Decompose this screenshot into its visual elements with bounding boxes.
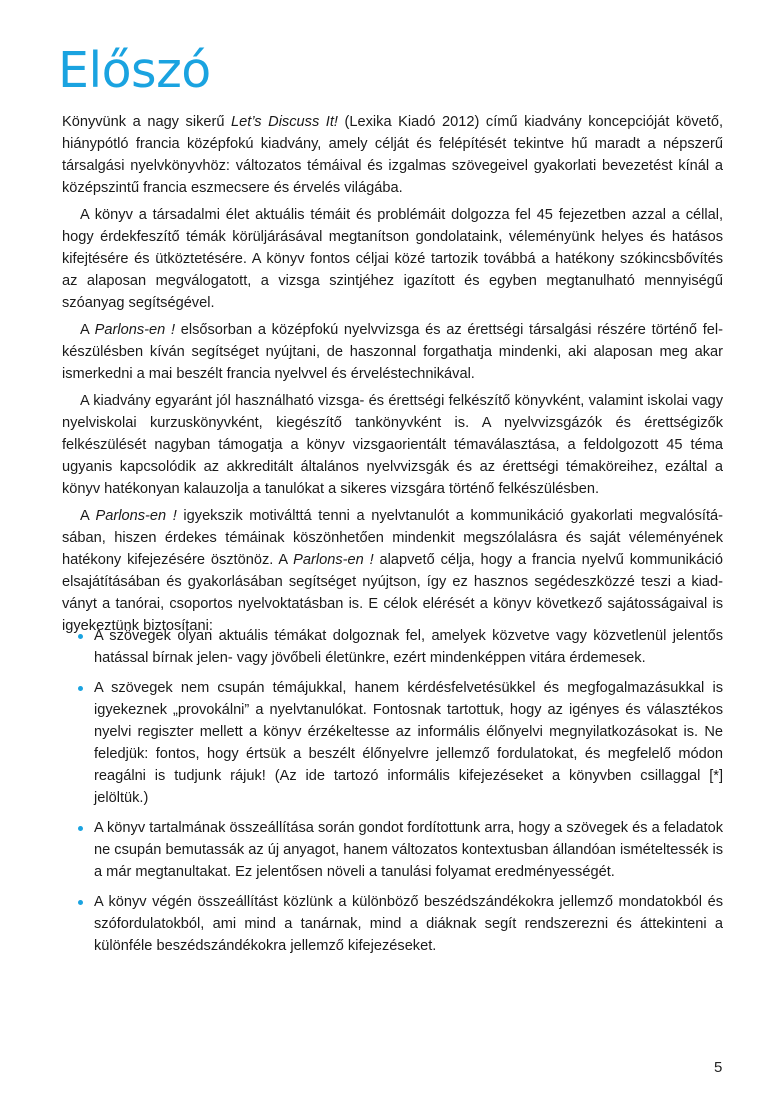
list-item bbox=[62, 817, 723, 883]
paragraph-text: A bbox=[80, 322, 95, 338]
list-item-text: A szövegek olyan aktuális témákat dolgoznak fel, amelyek közvetve vagy közvetlenül jelentős hatással bírnak jelen- vagy jövőbeli életünkre, ezért mindenképpen vitára érdemesek. bbox=[94, 628, 723, 666]
features-list bbox=[62, 625, 723, 965]
list-item-text: A könyv végén összeállítást közlünk a különböző beszédszándékokra jellemző mondatokból és szófordulatokból, ami mind a tanárnak, mind a diáknak segít rendszerezni és áttekinteni a különféle beszédszándékokra jellemző kifejezéseket. bbox=[94, 894, 723, 954]
paragraph-text: A könyv a társadalmi élet aktuális témáit és problémáit dolgozza fel 45 fejezetben azzal a céllal, hogy érdekfeszítő témák körüljárásával megtanítson gondolataink, véleményünk helyes és hatásos kifejtésére és ütköztetésére. A könyv fontos céljai közé tartozik továbbá a hatékony szókincsbővítés az alaposan megválogatott, a vizsga szintjéhez igazított és egyben megtanulható mennyiségű szóanyag segítségével. bbox=[62, 207, 723, 311]
list-item bbox=[62, 677, 723, 809]
list-item bbox=[62, 891, 723, 957]
bullet-icon bbox=[78, 900, 83, 905]
paragraph-text: igyekszik motiválttá tenni a nyelvtanulót a kommunikáció gyakorlati megvalósításában, hiszen érdekes témáinak köszönhetően mindenkit megszólalásra és saját véleményének hatékony kifejezésére ösztönöz. A bbox=[62, 508, 724, 568]
paragraph-2 bbox=[62, 204, 723, 314]
bullet-icon bbox=[78, 634, 83, 639]
page-title: Előszó bbox=[58, 42, 211, 99]
paragraph-3 bbox=[62, 319, 723, 385]
paragraph-1 bbox=[62, 111, 723, 199]
bullet-icon bbox=[78, 686, 83, 691]
list-item-text: A szövegek nem csupán témájukkal, hanem kérdésfelvetésükkel és megfogalmazásukkal is igyekeznek „provokálni” a nyelvtanulókat. Fontosnak tartottuk, hogy az igényes és választékos nyelvi regiszter mellett a könyv érzékeltesse az informális élőnyelvi megnyilatkozásokat is. Ne feledjük: fontos, hogy értsük a beszélt élőnyelvre jellemző fordulatokat, és megfelelő módon reagálni is tudjunk rájuk! (Az ide tartozó informális kifejezéseket a könyvben csillaggal [*] jelöltük.) bbox=[94, 680, 723, 806]
book-title-lets-discuss-it: Let’s Discuss It! bbox=[231, 114, 338, 130]
book-title-parlons-en: Parlons-en ! bbox=[95, 508, 177, 524]
paragraph-text: A kiadvány egyaránt jól használható vizsga- és érettségi felkészítő könyvként, valamint iskolai vagy nyelviskolai kurzuskönyvként, kiegészítő tankönyvként is. A nyelvvizsgázók és érettségizők felkészülését nagyban támogatja a könyv vizsgaorientált témaválasztása, a feldolgozott 45 téma ugyanis kapcsolódik az akkreditált általános nyelvvizsgák és az érettségi témaköreihez, ezáltal a könyv hatékonyan kalauzolja a tanulókat a sikeres vizsgára történő felkészülésben. bbox=[62, 393, 723, 497]
preface-body bbox=[62, 111, 723, 642]
paragraph-text: Könyvünk a nagy sikerű bbox=[62, 114, 232, 130]
page-number: 5 bbox=[714, 1059, 723, 1076]
book-title-parlons-en: Parlons-en ! bbox=[293, 552, 374, 568]
paragraph-text: A bbox=[80, 508, 96, 524]
list-item bbox=[62, 625, 723, 669]
paragraph-text: elsősorban a középfokú nyelvvizsga és az érettségi társalgási részére történő felkészülésben kíván segítséget nyújtani, de haszonnal forgathatja mindenki, aki alaposan meg akar ismerkedni a mai beszélt francia nyelvvel és érveléstechnikával. bbox=[62, 322, 724, 382]
book-title-parlons-en: Parlons-en ! bbox=[94, 322, 176, 338]
list-item-text: A könyv tartalmának összeállítása során gondot fordítottunk arra, hogy a szövegek és a feladatok ne csupán bemutassák az új anyagot, hanem változatos kontextusban állandóan ismételtessék is a már megtanultakat. Ez jelentősen növeli a tanulási folyamat eredményességét. bbox=[94, 820, 723, 880]
paragraph-4 bbox=[62, 390, 723, 500]
paragraph-text: alapvető célja, hogy a francia nyelvű kommunikáció elsajátításában és gyakorlásában segítséget nyújtson, így ez hasznos segédeszközzé teszi a kiadványt a tanórai, csoportos nyelvoktatásban is. E célok elérését a könyv következő sajátosságaival is igyekeztünk biztosítani: bbox=[62, 552, 723, 634]
paragraph-5 bbox=[62, 505, 723, 637]
bullet-icon bbox=[78, 826, 83, 831]
paragraph-text: (Lexika Kiadó 2012) című kiadvány koncepcióját követő, hiánypótló francia középfokú kiadvány, amely célját és felépítését tekintve hű maradt a népszerű társalgási nyelvkönyvhöz: változatos témáival és izgalmas szövegeivel gyakorlati bevezetést kínál a középszintű francia eszmecsere és érvelés világába. bbox=[62, 114, 723, 196]
